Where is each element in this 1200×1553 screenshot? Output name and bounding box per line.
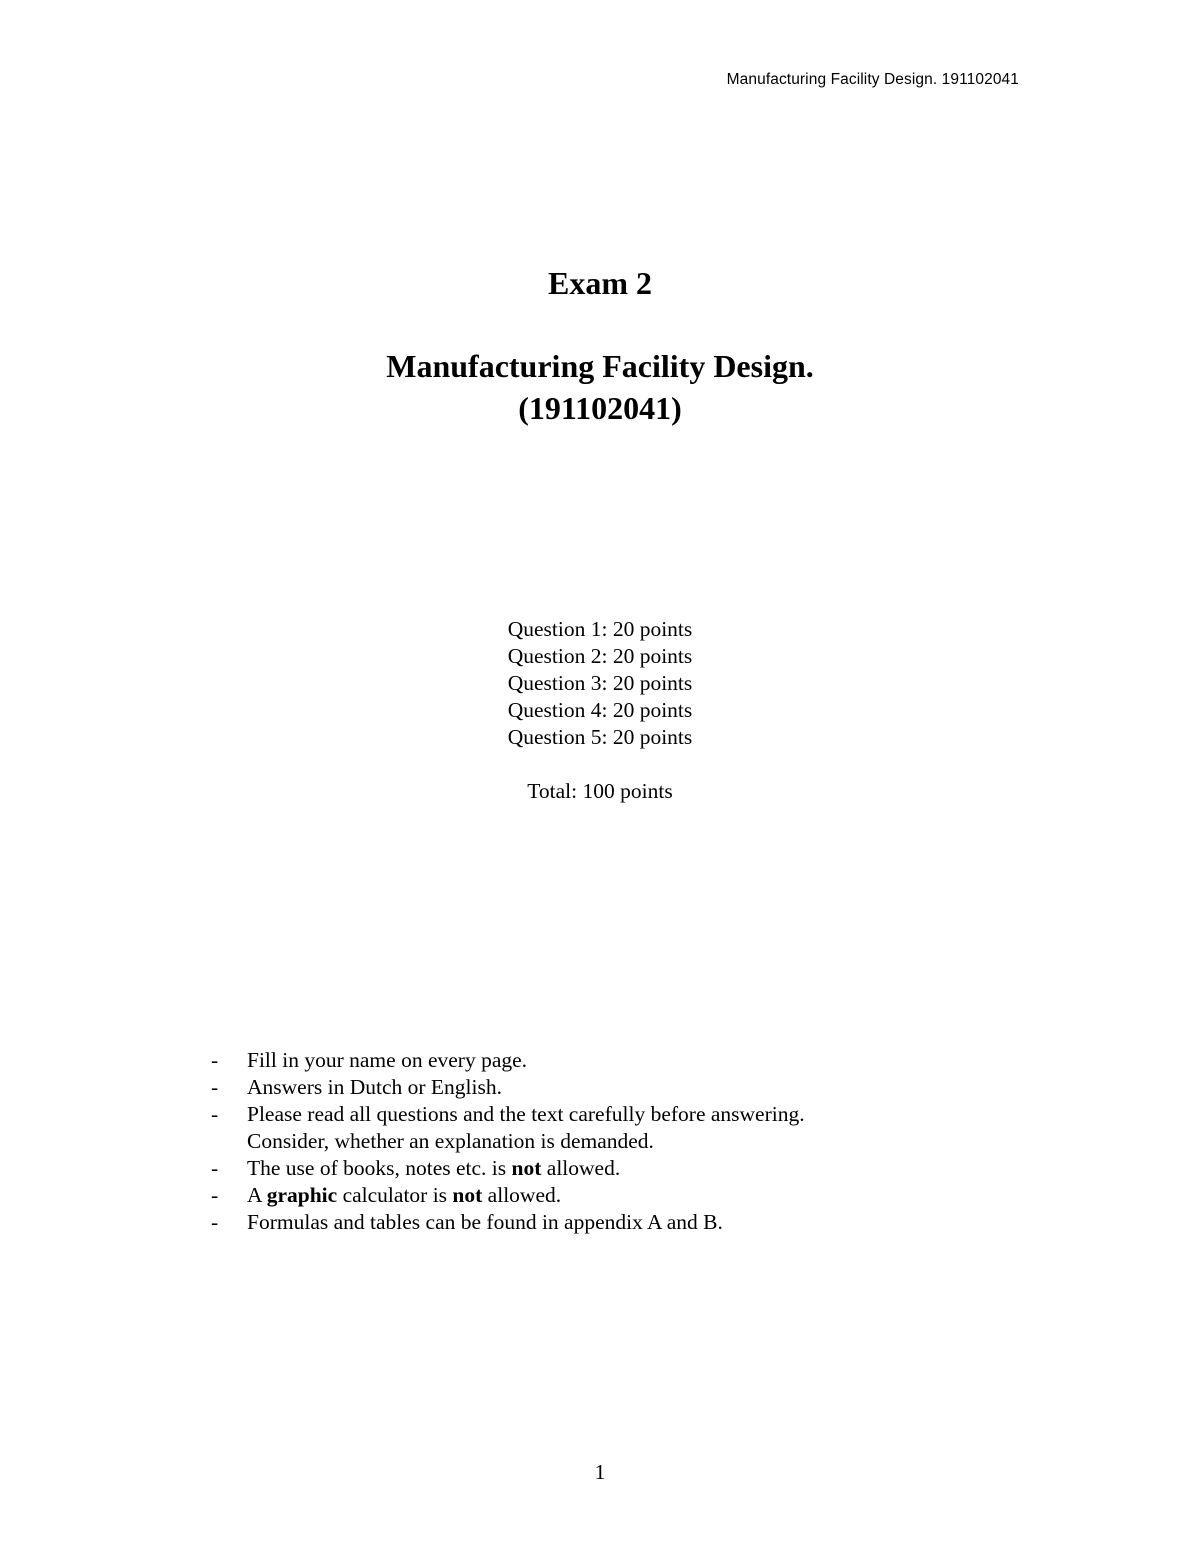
rule-text: Fill in your name on every page.: [247, 1048, 528, 1072]
rule-emphasis: not: [452, 1183, 483, 1207]
exam-title: Exam 2: [548, 265, 652, 301]
points-item: Question 4: 20 points: [507, 698, 693, 722]
points-item: Question 1: 20 points: [507, 617, 693, 641]
bullet-dash: -: [211, 1102, 219, 1126]
rules-list: [211, 1047, 805, 1236]
rule-item: [211, 1182, 805, 1209]
points-item: Question 2: 20 points: [507, 644, 693, 668]
rule-text: calculator is: [337, 1183, 453, 1207]
bullet-dash: -: [211, 1156, 219, 1180]
course-title: Manufacturing Facility Design.: [386, 348, 814, 384]
points-list: [0, 616, 1200, 751]
bullet-dash: -: [211, 1183, 219, 1207]
bullet-dash: -: [211, 1075, 219, 1099]
rule-text: The use of books, notes etc. is: [247, 1156, 512, 1180]
rule-item: [211, 1047, 805, 1074]
rule-text-continued: Consider, whether an explanation is demanded.: [247, 1129, 654, 1153]
bullet-dash: -: [211, 1048, 219, 1072]
course-code: (191102041): [518, 390, 682, 426]
rule-item: [211, 1209, 805, 1236]
rule-emphasis: not: [511, 1156, 542, 1180]
rule-text: allowed.: [541, 1156, 621, 1180]
rule-text: A: [247, 1183, 267, 1207]
rule-item: [211, 1101, 805, 1155]
points-item: Question 3: 20 points: [507, 671, 693, 695]
rule-item: [211, 1074, 805, 1101]
points-item: Question 5: 20 points: [507, 725, 693, 749]
rule-text: Formulas and tables can be found in appendix A and B.: [247, 1210, 723, 1234]
rule-text: Please read all questions and the text carefully before answering.: [247, 1102, 805, 1126]
rule-item: [211, 1155, 805, 1182]
bullet-dash: -: [211, 1210, 219, 1234]
running-header: Manufacturing Facility Design. 191102041: [726, 71, 1019, 88]
points-total: Total: 100 points: [527, 779, 673, 803]
rule-text: allowed.: [482, 1183, 562, 1207]
rule-emphasis: graphic: [266, 1183, 338, 1207]
rule-text: Answers in Dutch or English.: [247, 1075, 502, 1099]
page-number: 1: [594, 1460, 606, 1484]
